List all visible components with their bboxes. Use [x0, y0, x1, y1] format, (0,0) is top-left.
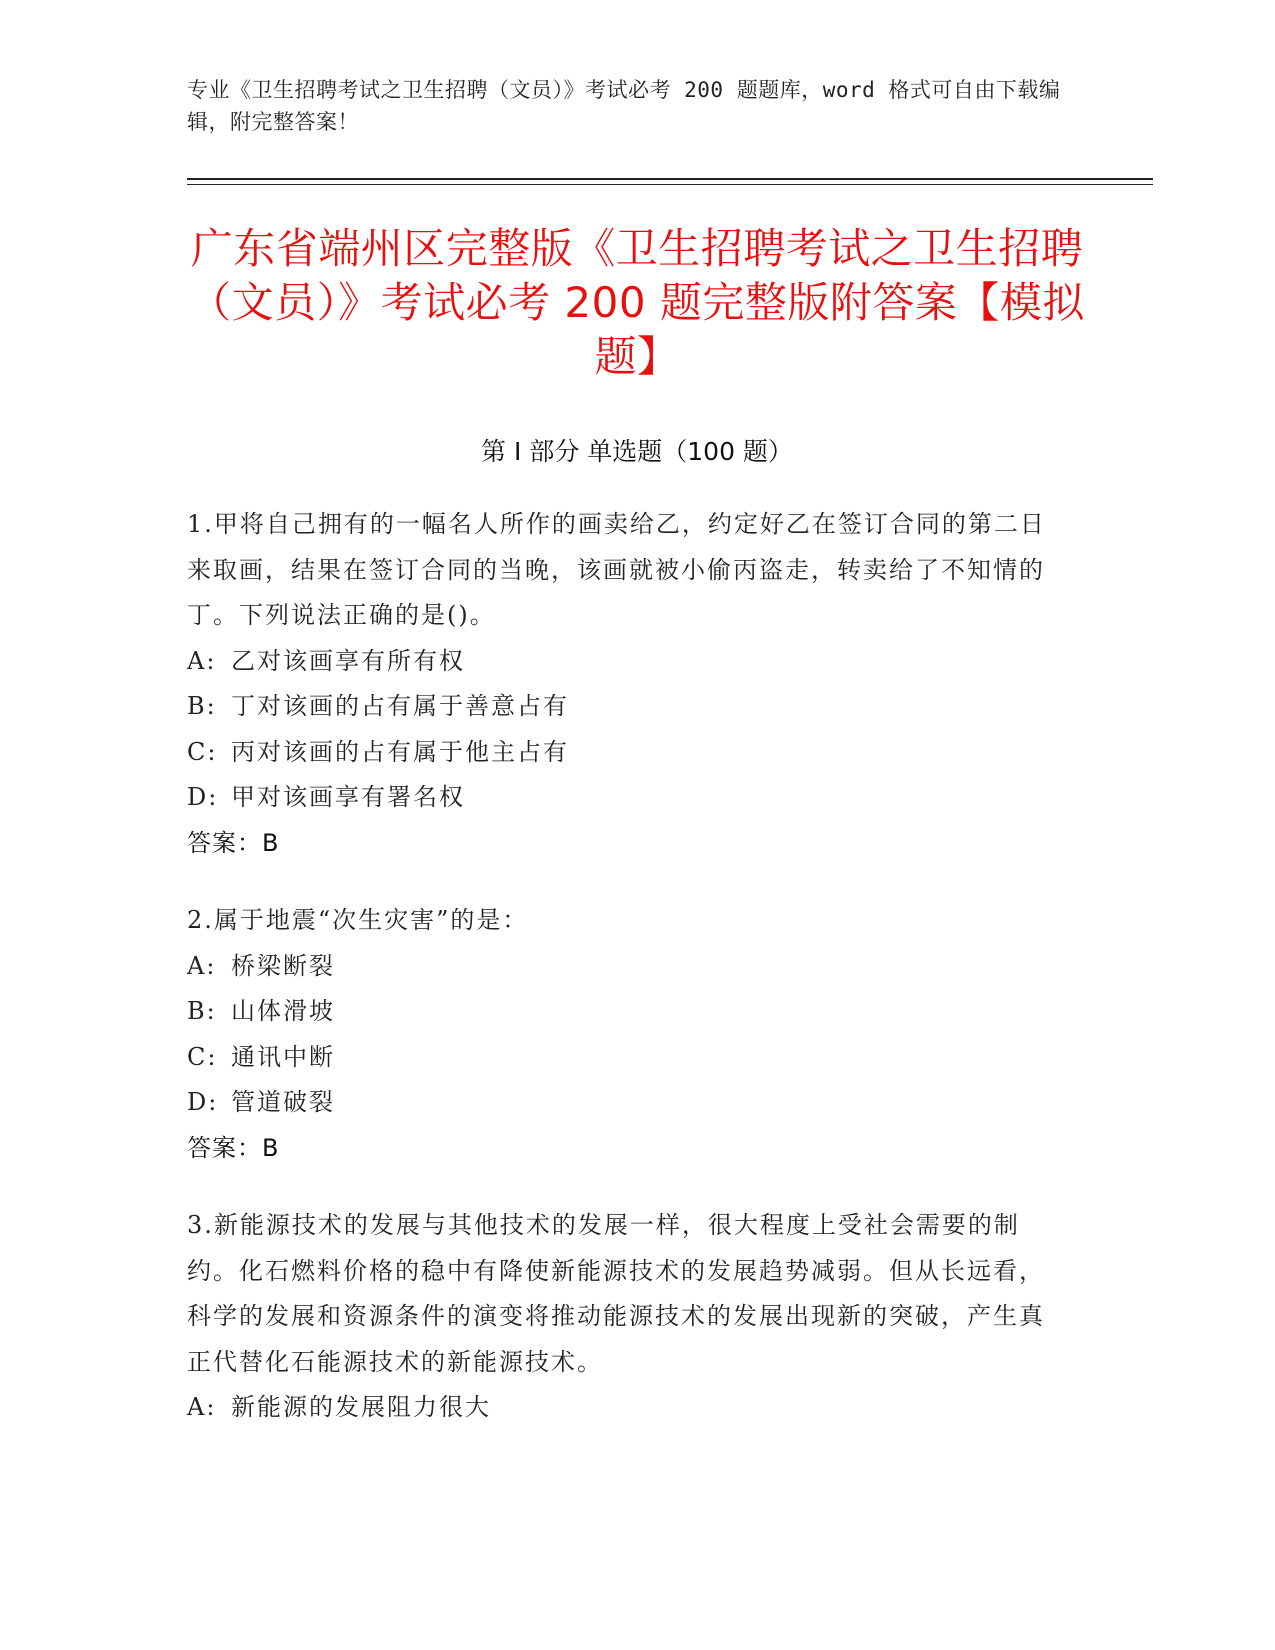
option-letter: A:	[187, 951, 217, 980]
option-c	[187, 730, 1067, 776]
option-text: 管道破裂	[231, 1088, 335, 1116]
option-letter: C:	[187, 1042, 218, 1071]
option-letter: B:	[187, 692, 217, 720]
option-b	[187, 684, 1067, 730]
option-b	[187, 989, 1067, 1035]
option-letter: D:	[187, 783, 219, 811]
option-text: 丙对该画的占有属于他主占有	[231, 737, 569, 766]
option-letter: A:	[187, 1393, 217, 1421]
question-stem: 2.属于地震“次生灾害”的是：	[187, 906, 529, 934]
header-note: 专业《卫生招聘考试之卫生招聘（文员）》考试必考 200 题题库，word 格式可自由下载编辑，附完整答案！	[187, 78, 1061, 134]
option-letter: A:	[187, 646, 217, 675]
question-stem: 3.新能源技术的发展与其他技术的发展一样，很大程度上受社会需要的制约。化石燃料价格的稳中有降使新能源技术的发展趋势减弱。但从长远看，科学的发展和资源条件的演变将推动能源技术的发展出现新的突破，产生真正代替化石能源技术的新能源技术。	[187, 1211, 1045, 1376]
option-text: 桥梁断裂	[231, 951, 335, 980]
option-text: 新能源的发展阻力很大	[231, 1393, 491, 1421]
option-letter: C:	[187, 737, 218, 766]
option-text: 甲对该画享有署名权	[231, 783, 465, 811]
option-text: 通讯中断	[231, 1042, 335, 1071]
option-d	[187, 1080, 1067, 1126]
answer-line: 答案：B	[187, 1133, 280, 1162]
header-divider-thin	[187, 184, 1153, 185]
option-text: 乙对该画享有所有权	[231, 646, 465, 675]
option-a	[187, 944, 1067, 990]
option-text: 丁对该画的占有属于善意占有	[231, 692, 569, 720]
section-heading: 第 I 部分 单选题（100 题）	[481, 437, 793, 466]
document-title: 广东省端州区完整版《卫生招聘考试之卫生招聘（文员）》考试必考 200 题完整版附答案【模拟题】	[189, 224, 1085, 381]
question-1	[187, 502, 1067, 866]
option-d	[187, 775, 1067, 821]
option-a	[187, 1385, 1067, 1431]
option-c	[187, 1035, 1067, 1081]
answer-line: 答案：B	[187, 828, 280, 857]
option-letter: B:	[187, 997, 217, 1025]
question-stem: 1.甲将自己拥有的一幅名人所作的画卖给乙，约定好乙在签订合同的第二日来取画，结果在签订合同的当晚，该画就被小偷丙盗走，转卖给了不知情的丁。下列说法正确的是()。	[187, 510, 1046, 629]
question-3	[187, 1203, 1067, 1431]
question-2	[187, 898, 1067, 1171]
option-text: 山体滑坡	[231, 997, 335, 1025]
option-a	[187, 639, 1067, 685]
option-letter: D:	[187, 1088, 219, 1116]
header-divider-thick	[187, 178, 1153, 180]
